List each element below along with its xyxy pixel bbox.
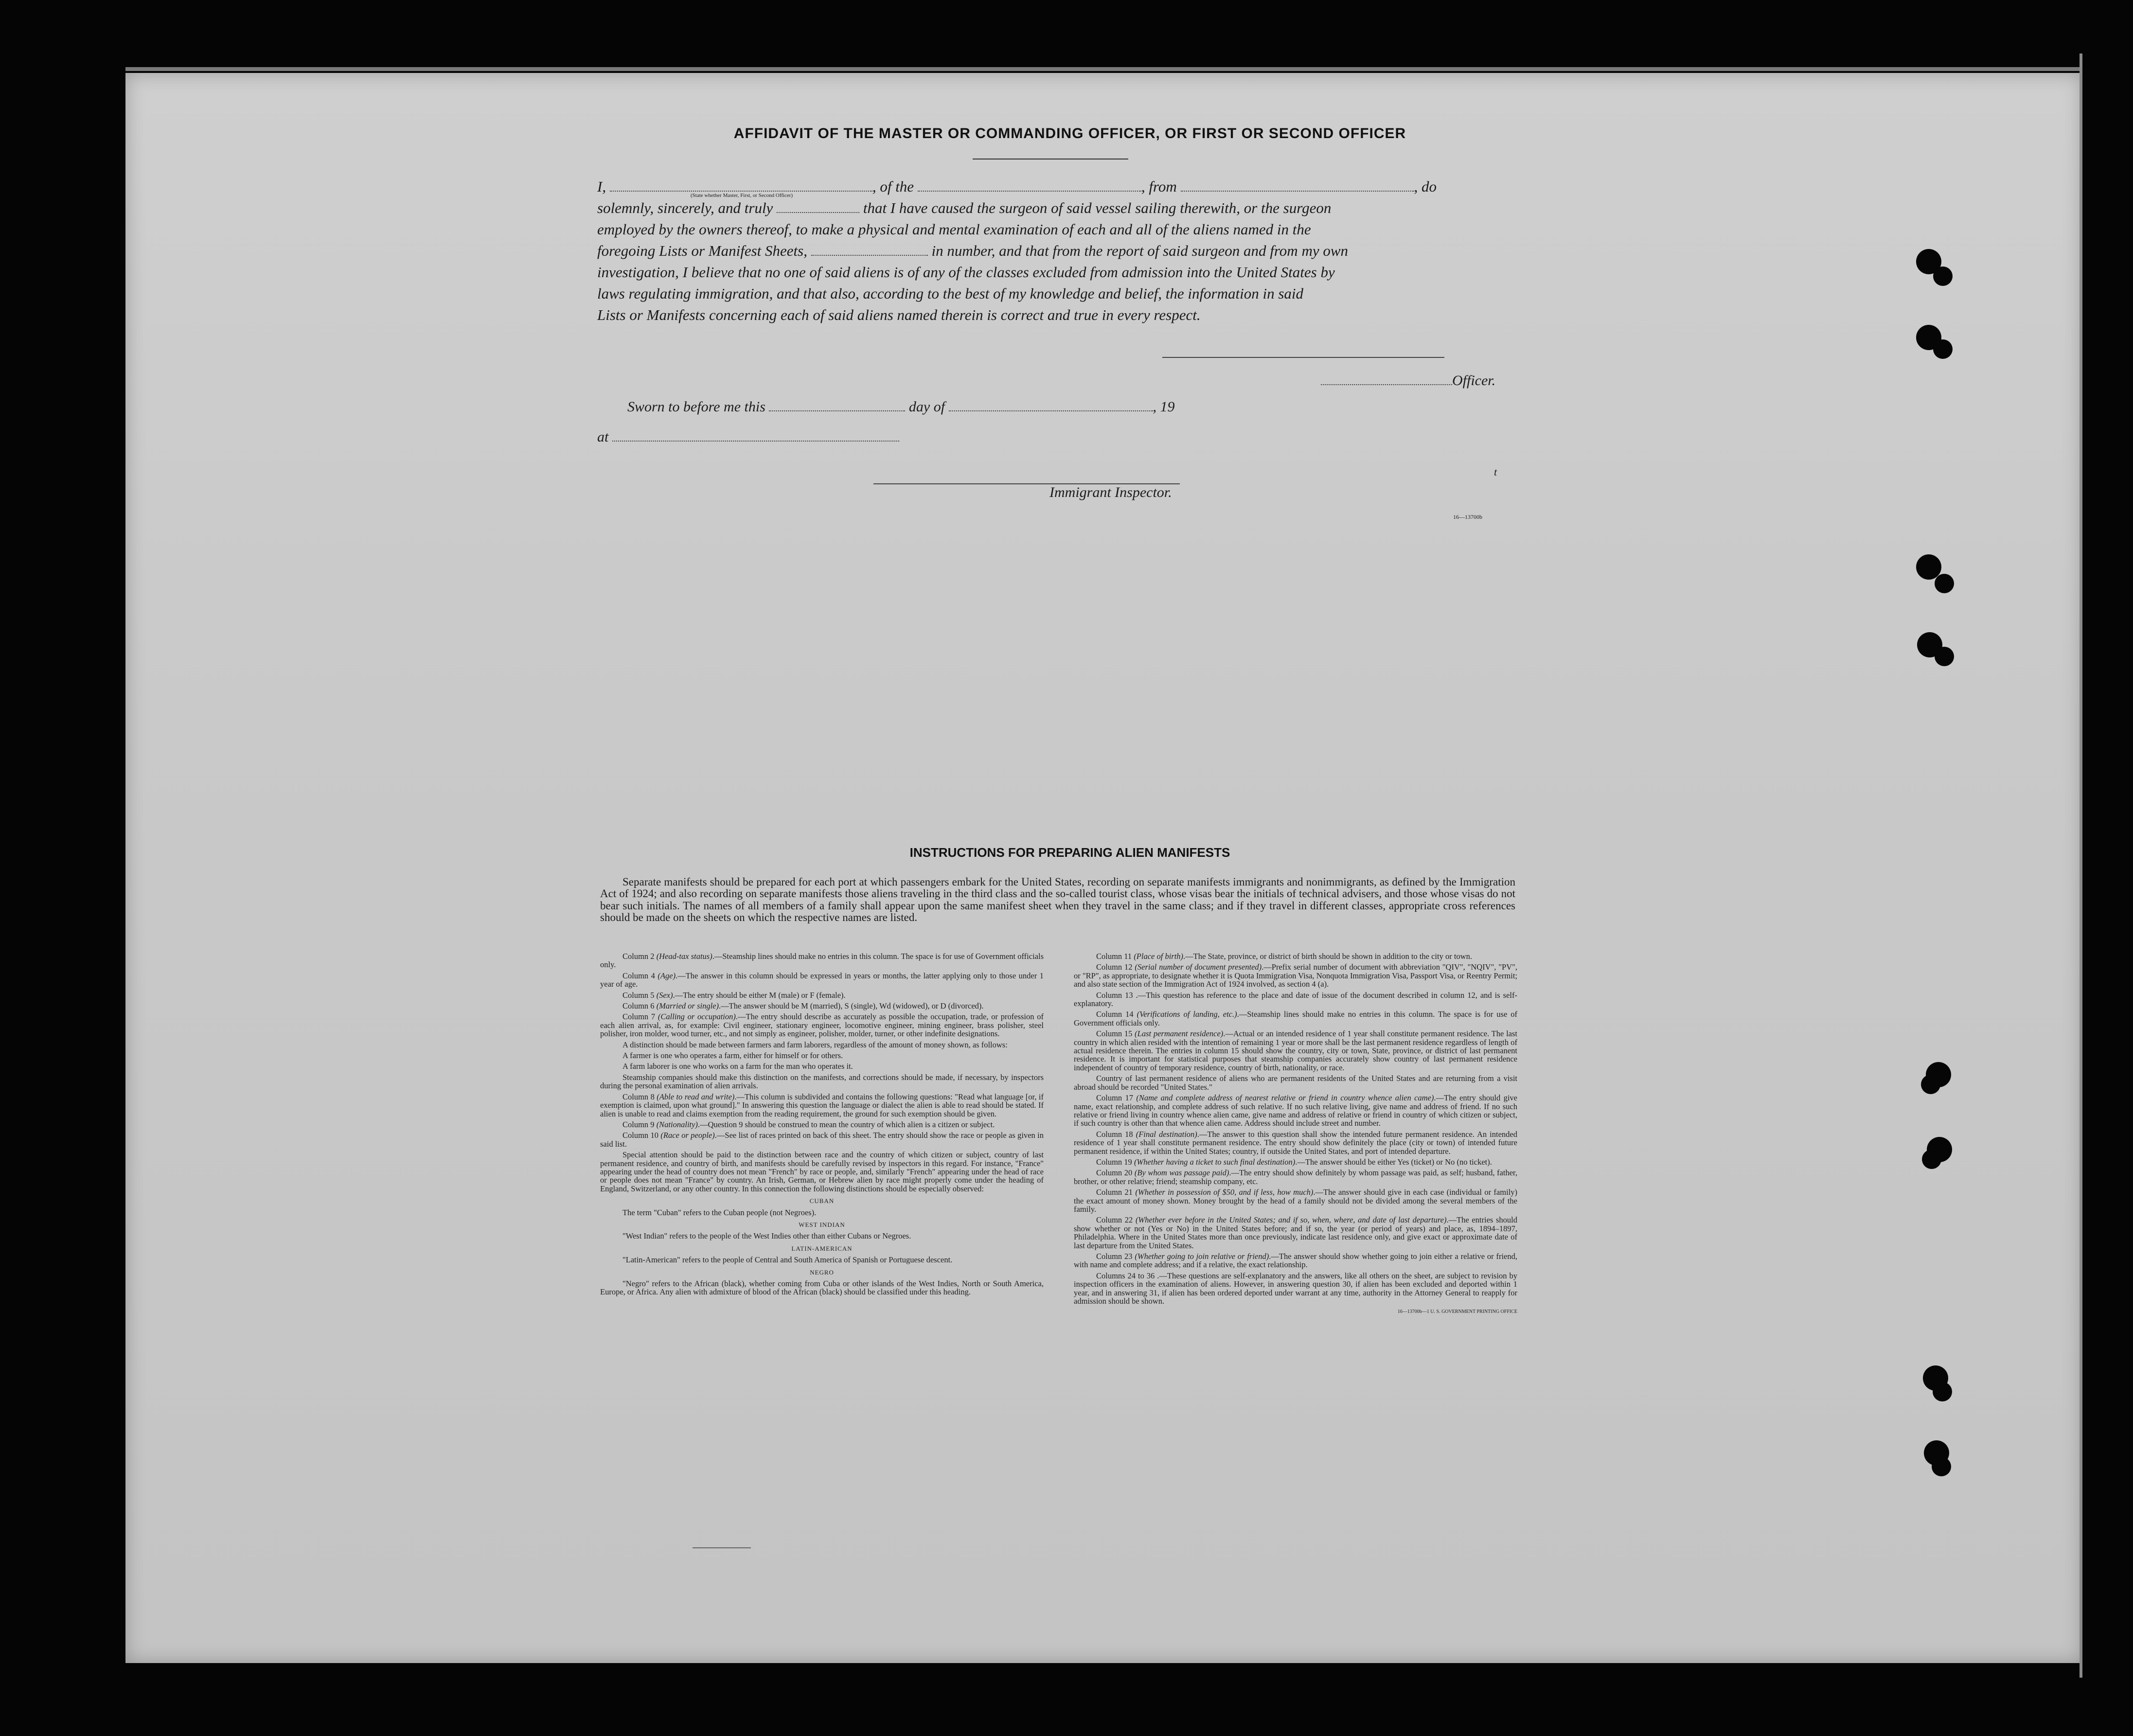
column-term: (Name and complete address of nearest relative or friend in country whence alien came) [1136,1093,1434,1103]
instruction-paragraph [1074,1074,1517,1091]
instruction-paragraph [600,1051,1044,1060]
column-term: (Whether in possession of $50, and if less, how much) [1135,1187,1314,1197]
column-term: (Place of birth) [1134,952,1184,961]
column-label: Column 9 [622,1119,657,1129]
instruction-text: .—Steamship lines should make no entries in this column. The space is for use of Government officials only. [600,952,1044,970]
instruction-paragraph [1074,1094,1517,1128]
binder-hole [1922,1150,1941,1169]
officer-label: Officer. [1321,372,1495,389]
column-label: Column 6 [622,1001,657,1011]
binder-hole [1933,339,1953,359]
instruction-text: .—The answer in this column should be expressed in years or months, the latter applying only to those under 1 year of age. [600,971,1044,989]
instruction-paragraph [1074,1029,1517,1072]
column-label: Column 15 [1096,1029,1135,1039]
instruction-paragraph [1074,1216,1517,1250]
instruction-paragraph [600,1131,1044,1148]
column-label: Column 10 [622,1131,661,1140]
definition-heading: NEGRO [810,1268,834,1276]
column-term: (Calling or occupation) [658,1012,736,1022]
sheet-top-edge [125,67,2082,71]
instruction-paragraph [1074,1188,1517,1213]
column-label: Column 8 [622,1092,657,1101]
instruction-text: .—See list of races printed on back of this sheet. The entry should show the race or people as given in said list. [600,1131,1044,1149]
instruction-paragraph [600,952,1044,969]
instruction-paragraph [1074,1252,1517,1269]
instruction-paragraph [600,1002,1044,1010]
instruction-text: Country of last permanent residence of aliens who are permanent residents of the United States and are returning from a visit abroad should be recorded "United States." [1074,1074,1517,1092]
at-line: at [597,429,899,445]
column-term: (Last permanent residence) [1135,1029,1224,1039]
instruction-text: .—Steamship lines should make no entries in this column. The space is for use of Government officials only. [1074,1010,1517,1027]
column-term: (Final destination) [1136,1129,1197,1139]
instruction-text: .—The answer to this question shall show the intended future permanent residence. An intended residence of 1 year shall constitute permanent residence. The entry should show definitely the place (city or town) of intended future permanent residence, if within the United States; country, if outside the United States, and port of intended departure. [1074,1129,1517,1156]
affidavit-line-5: investigation, I believe that no one of said aliens is of any of the classes excluded from admission into the United States by [597,264,1335,281]
instruction-paragraph [600,1073,1044,1090]
instruction-paragraph [600,1093,1044,1118]
sheet-right-edge [2080,53,2082,1678]
column-label: Columns 24 to 36 [1096,1271,1157,1280]
instruction-text: .—Question 9 should be construed to mean the country of which alien is a citizen or subject. [697,1119,995,1129]
definition-text: "Latin-American" refers to the people of Central and South America of Spanish or Portuguese descent. [622,1255,953,1265]
instruction-text: .—This question has reference to the place and date of issue of the document described in column 12, and is self-explanatory. [1074,990,1517,1009]
instruction-paragraph [600,1041,1044,1049]
affidavit-line-1: I, , of the , from , do [597,178,1437,195]
instruction-paragraph [1074,1130,1517,1155]
column-label: Column 19 [1096,1157,1134,1167]
column-label: Column 23 [1096,1252,1135,1261]
instruction-text: .—The State, province, or district of birth should be shown in addition to the city or town. [1183,952,1472,961]
definition-text: "West Indian" refers to the people of the West Indies other than either Cubans or Negroes. [622,1231,911,1241]
sworn-month-field[interactable] [949,399,1153,411]
affidavit-line-7: Lists or Manifests concerning each of said aliens named therein is correct and true in every respect. [597,306,1201,323]
column-label: Column 7 [622,1012,658,1022]
column-label: Column 12 [1096,962,1135,972]
column-label: Column 11 [1096,952,1134,961]
port-field[interactable] [1181,179,1414,192]
sheet-count-field[interactable] [811,243,928,256]
definition-heading: CUBAN [809,1197,835,1205]
instruction-text: A distinction should be made between farmers and farm laborers, regardless of the amount of money shown, as follows: [622,1040,1008,1049]
column-term: (By whom was passage paid) [1134,1168,1229,1178]
instruction-text: .—The answer should be M (married), S (single), Wd (widowed), or D (divorced). [719,1001,984,1011]
instruction-paragraph [1074,963,1517,988]
binder-hole [1935,574,1954,593]
column-term: (Nationality) [656,1119,698,1129]
column-term: (Whether having a ticket to such final destination) [1134,1157,1296,1167]
instructions-intro: Separate manifests should be prepared for each port at which passengers embark for the United States, recording on separate manifests immigrants and nonimmigrants, as defined by the Immigration Act of 1924; and also recording on separate manifests those aliens traveling in the third class and the so-called tourist class, whose visas bear the initials of technical advisers, and those whose visas do not bear such initials. The names of all members of a family shall appear upon the same manifest sheet when they travel in the same class; and if they travel in different classes, appropriate cross references should be made on the sheets on which the respective names are listed. [600,876,1515,924]
instruction-paragraph [1074,1272,1517,1306]
instruction-text: .—The entries should show whether or not (Yes or No) in the United States before; and if so, the year (or period of years) and place, as, 1894–1897, Philadelphia. Where in the United States more than once previously, indicate last residence only, and give exact or approximate date of last departure from the United States. [1074,1215,1517,1250]
instructions-right-column [1074,952,1517,1316]
instruction-text: .—The entry should show definitely by whom passage was paid, as self; husband, father, brother, or other relative; friend; steamship company, etc. [1074,1168,1517,1186]
instruction-paragraph [600,1120,1044,1129]
definition-text: "Negro" refers to the African (black), whether coming from Cuba or other islands of the West Indies, North or South America, Europe, or Africa. Any alien with admixture of blood of the African (black) should be classified under this heading. [600,1279,1044,1297]
affidavit-body [597,176,1516,326]
binder-hole [1933,1382,1952,1401]
instruction-text: .—These questions are self-explanatory and the answers, like all others on the sheet, are subject to revision by inspection officers in the examination of aliens. However, in answering question 30, if alien has been excluded and deported within 1 year, and in answering 31, if alien has been ordered deported under warrant at any time, authority in the Attorney General to reapply for admission should be shown. [1074,1271,1517,1306]
instruction-paragraph [1074,1158,1517,1166]
instruction-text: .—The answer should be either Yes (ticket) or No (no ticket). [1295,1157,1492,1167]
column-term: (Age) [658,971,676,980]
column-label: Column 4 [622,971,658,980]
instruction-text: .—The entry should describe as accurately as possible the occupation, trade, or profession of each alien arrival, as, for example: Civil engineer, stationary engineer, locomotive engineer, mining engineer, brass polisher, steel polisher, iron molder, wood turner, etc., and not simply as engineer, polisher, molder, turner, or other indefinite designations. [600,1012,1044,1039]
officer-signature-line[interactable] [1162,357,1444,358]
instruction-text: Special attention should be paid to the distinction between race and the country of which citizen or subject, country of last permanent residence, and country of birth, and manifests should be carefully revised by inspectors in this regard. For instance, "France" appearing under the head of country does not mean "French" by race or people, and, similarly "French" appearing under the head of race or people does not mean "France" by country. An Irish, German, or Hebrew alien by race might properly come under the heading of England, Switzerland, or any other country. In this connection the following distinctions should be especially observed: [600,1150,1044,1193]
officer-note: (State whether Master, First, or Second Officer) [691,193,793,198]
column-end-rule [693,1547,751,1548]
inspector-label: Immigrant Inspector. [1049,484,1172,500]
form-number: 16—13700b [1453,514,1482,520]
column-term: (Married or single) [656,1001,719,1011]
binder-hole [1935,647,1954,666]
column-label: Column 5 [622,990,657,1000]
printer-footer: 16—13700b—1 U. S. GOVERNMENT PRINTING OFFICE [1397,1309,1517,1315]
instruction-paragraph [1074,952,1517,960]
instruction-paragraph [600,1151,1044,1193]
column-label: Column 17 [1096,1093,1137,1103]
sworn-day-field[interactable] [769,399,905,411]
instruction-paragraph [600,1062,1044,1070]
swear-field[interactable] [777,200,859,213]
affidavit-line-4: foregoing Lists or Manifest Sheets, in number, and that from the report of said surgeon and from my own [597,242,1349,259]
officer-rank-field[interactable] [610,179,872,192]
column-label: Column 21 [1096,1187,1136,1197]
column-term: (Sex) [656,990,673,1000]
instruction-text: .—The entry should give name, exact relationship, and complete address of such relative. If no such relative living, give name and address of friend. If no such relative or friend living in country whence alien came, give name and address of relative or friend in country of which citizen or subject, if such country is other than that whence alien came. Address should include street and number. [1074,1093,1517,1128]
column-term: (Serial number of document presented) [1135,962,1262,972]
instruction-paragraph [600,972,1044,989]
column-label: Column 22 [1096,1215,1136,1225]
column-term: (Whether going to join relative or friend) [1135,1252,1269,1261]
instruction-text: A farmer is one who operates a farm, either for himself or for others. [622,1051,843,1061]
column-label: Column 14 [1096,1010,1137,1019]
instruction-paragraph [600,991,1044,999]
affidavit-line-6: laws regulating immigration, and that also, according to the best of my knowledge and belief, the information in said [597,285,1304,302]
instruction-text: .—Prefix serial number of document with abbreviation "QIV", "NQIV", "PV", or "RP", as appropriate, to designate whether it is Quota Immigration Visa, Nonquota Immigration Visa, Passport Visa, or Reentry Permit; and also state section of the Immigration Act of 1924 involved, as section 4 (a). [1074,962,1517,989]
instruction-text: .—The answer should give in each case (individual or family) the exact amount of money shown. Money brought by the head of a family should not be divided among the several members of the family. [1074,1187,1517,1214]
handwritten-mark: t [1494,466,1497,478]
definition-heading: LATIN-AMERICAN [791,1244,853,1252]
binder-hole [1933,266,1953,286]
binder-hole [1921,1075,1940,1094]
instruction-text: A farm laborer is one who works on a farm for the man who operates it. [622,1062,853,1071]
instruction-text: .—This column is subdivided and contains the following questions: "Read what language [or, if exemption is claimed, upon what ground]." In answering this question the language or dialect the alien is able to read should be stated. If alien is unable to read and claims exemption from the reading requirement, the ground for such exemption should be given. [600,1092,1044,1118]
sworn-line: Sworn to before me this day of , 19 [627,399,1175,415]
instruction-paragraph [1074,1010,1517,1027]
column-label: Column 20 [1096,1168,1135,1178]
column-label: Column 18 [1096,1129,1136,1139]
affidavit-title: AFFIDAVIT OF THE MASTER OR COMMANDING OFFICER, OR FIRST OR SECOND OFFICER [733,125,1406,142]
instruction-paragraph [1074,991,1517,1008]
affidavit-line-2: solemnly, sincerely, and truly that I have caused the surgeon of said vessel sailing therewith, or the surgeon [597,199,1332,216]
instructions-title: INSTRUCTIONS FOR PREPARING ALIEN MANIFESTS [909,845,1230,860]
instruction-text: .—Actual or an intended residence of 1 year shall constitute permanent residence. The last country in which alien resided with the intention of remaining 1 year or more shall be the last permanent residence regardless of length of actual residence therein. The entries in column 15 should show the country, city or town, State, province, or district of last permanent residence. It is important for statistical purposes that steamship companies accurately show country of last permanent residence independent of country of temporary residence, country of birth, nationality, or race. [1074,1029,1517,1072]
column-label: Column 2 [622,952,657,961]
affidavit-line-3: employed by the owners thereof, to make a physical and mental examination of each and all of the aliens named in the [597,221,1311,238]
officer-name-field[interactable] [1321,372,1452,385]
column-term: (Head-tax status) [656,952,712,961]
vessel-field[interactable] [918,179,1141,192]
instruction-text: .—The entry should be either M (male) or F (female). [673,990,846,1000]
instructions-left-column [600,952,1044,1299]
at-place-field[interactable] [612,429,899,442]
column-term: (Able to read and write) [657,1092,735,1101]
column-label: Column 13 [1096,990,1136,1000]
instruction-text: Steamship companies should make this distinction on the manifests, and corrections should be made, if necessary, by inspectors during the personal examination of alien arrivals. [600,1072,1044,1091]
definition-heading: WEST INDIAN [799,1221,845,1228]
instruction-paragraph [600,1012,1044,1038]
definition-text: The term "Cuban" refers to the Cuban people (not Negroes). [622,1207,817,1217]
column-term: (Whether ever before in the United States; and if so, when, where, and date of last departure) [1135,1215,1447,1225]
instruction-paragraph [1074,1169,1517,1186]
instruction-text: .—The answer should show whether going to join either a relative or friend, with name and complete address; and if a relative, the exact relationship. [1074,1252,1517,1270]
column-term: (Verifications of landing, etc.) [1137,1010,1237,1019]
column-term: (Race or people) [660,1131,715,1140]
binder-hole [1932,1457,1951,1476]
